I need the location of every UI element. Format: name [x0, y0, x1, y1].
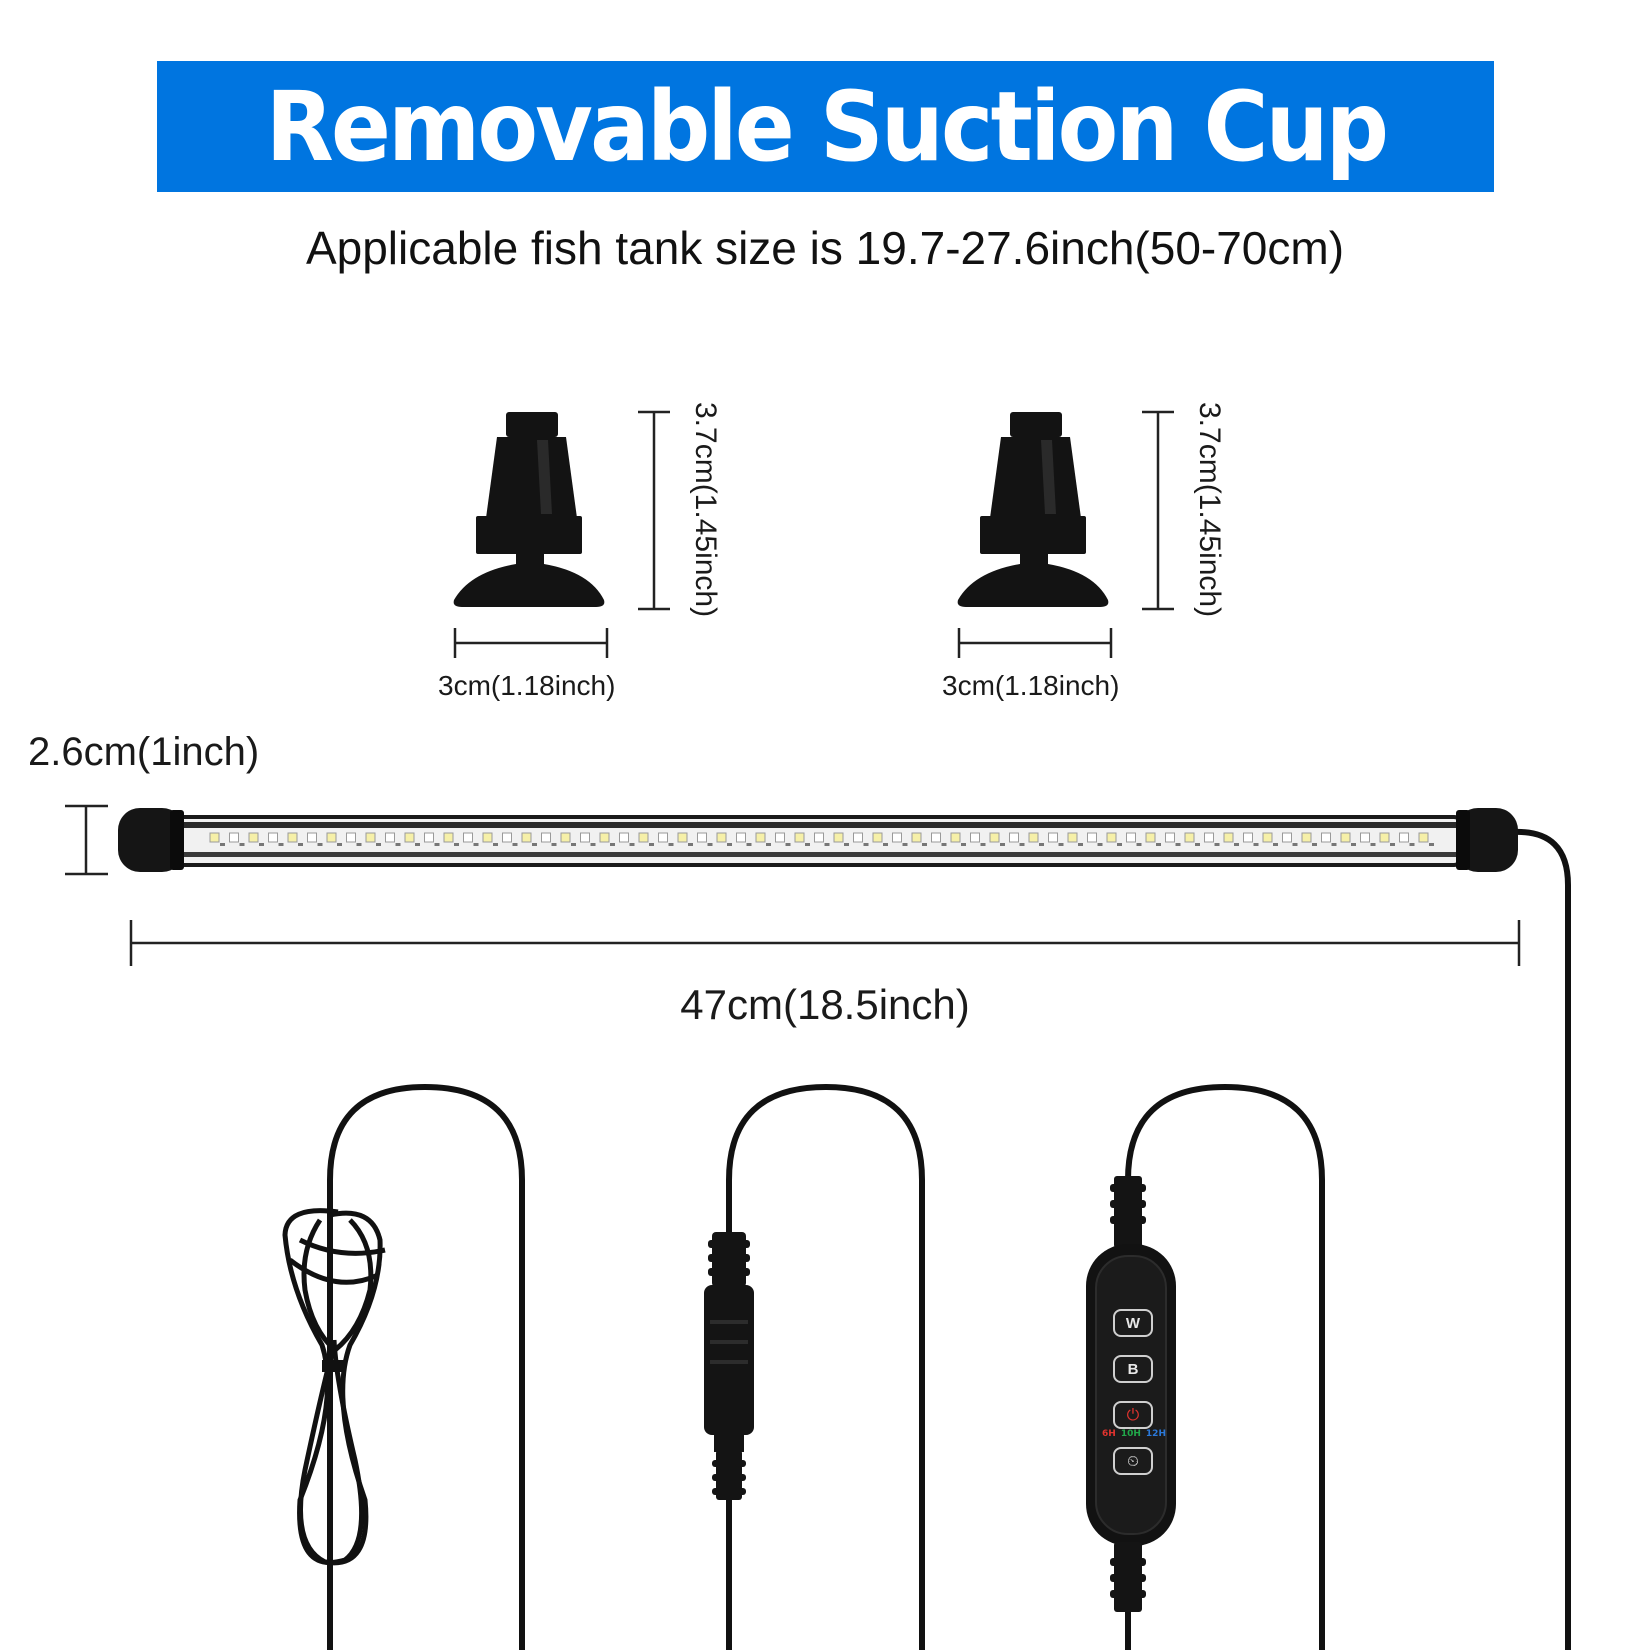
bar-length-label: 47cm(18.5inch): [680, 981, 970, 1028]
cup-2-height-label: 3.7cm(1.45inch): [1193, 402, 1226, 618]
cable-tie: [322, 1360, 346, 1372]
led-resistor: [1039, 843, 1044, 846]
cup-1-height-label: 3.7cm(1.45inch): [689, 402, 722, 618]
led-resistor: [591, 843, 596, 846]
led-resistor: [1234, 843, 1239, 846]
led-chip: [386, 833, 395, 842]
led-resistor: [1117, 843, 1122, 846]
led-resistor: [708, 843, 713, 846]
led-chip: [1341, 833, 1350, 842]
led-resistor: [961, 843, 966, 846]
led-chip: [542, 833, 551, 842]
led-chip: [678, 833, 687, 842]
led-chip: [815, 833, 824, 842]
coiled-cable: [285, 1211, 385, 1563]
led-chip: [1224, 833, 1233, 842]
led-resistor: [1273, 843, 1278, 846]
led-chip: [405, 833, 414, 842]
led-resistor: [454, 843, 459, 846]
led-chip: [932, 833, 941, 842]
led-chip: [834, 833, 843, 842]
led-resistor: [1000, 843, 1005, 846]
led-chip: [1283, 833, 1292, 842]
led-resistor: [922, 843, 927, 846]
led-chip: [795, 833, 804, 842]
led-chip: [269, 833, 278, 842]
led-resistor: [474, 843, 479, 846]
suction-cup-2: [958, 412, 1109, 607]
led-chip: [1127, 833, 1136, 842]
led-chip: [1029, 833, 1038, 842]
led-chip: [561, 833, 570, 842]
led-resistor: [1078, 843, 1083, 846]
led-resistor: [1098, 843, 1103, 846]
led-resistor: [805, 843, 810, 846]
controller-timer-button[interactable]: ⏲: [1113, 1447, 1153, 1475]
led-resistor: [981, 843, 986, 846]
timer-option-10h: 10H: [1120, 1429, 1141, 1439]
led-chip: [1302, 833, 1311, 842]
led-light-bar: [118, 808, 1518, 872]
led-chip: [1010, 833, 1019, 842]
led-resistor: [337, 843, 342, 846]
led-chip: [1166, 833, 1175, 842]
bar-diameter-marker: [65, 806, 108, 874]
led-resistor: [727, 843, 732, 846]
led-resistor: [298, 843, 303, 846]
led-resistor: [610, 843, 615, 846]
led-chip: [230, 833, 239, 842]
led-chip: [288, 833, 297, 842]
led-resistor: [649, 843, 654, 846]
bar-length-marker: [131, 920, 1519, 966]
led-chip: [425, 833, 434, 842]
led-resistor: [571, 843, 576, 846]
led-chip: [854, 833, 863, 842]
led-chip: [873, 833, 882, 842]
led-chip: [210, 833, 219, 842]
controller-button-b[interactable]: B: [1113, 1355, 1153, 1383]
dc-connector: [704, 1232, 754, 1500]
led-resistor: [1137, 843, 1142, 846]
led-chip: [1068, 833, 1077, 842]
led-resistor: [1293, 843, 1298, 846]
led-resistor: [669, 843, 674, 846]
led-chip: [1205, 833, 1214, 842]
led-resistor: [903, 843, 908, 846]
led-chip: [971, 833, 980, 842]
led-chip: [620, 833, 629, 842]
led-resistor: [552, 843, 557, 846]
led-chip: [1049, 833, 1058, 842]
bar-diameter-label: 2.6cm(1inch): [28, 730, 260, 774]
timer-option-12h: 12H: [1145, 1429, 1166, 1439]
led-chip: [737, 833, 746, 842]
led-chip: [639, 833, 648, 842]
led-resistor: [318, 843, 323, 846]
led-chip: [698, 833, 707, 842]
controller-power-button[interactable]: ⏻: [1113, 1401, 1153, 1429]
led-resistor: [279, 843, 284, 846]
led-chip: [1400, 833, 1409, 842]
timer-option-6h: 6H: [1102, 1429, 1116, 1439]
led-resistor: [1429, 843, 1434, 846]
led-resistor: [1410, 843, 1415, 846]
led-chip: [1146, 833, 1155, 842]
led-resistor: [1176, 843, 1181, 846]
led-resistor: [1195, 843, 1200, 846]
led-chip: [717, 833, 726, 842]
led-resistor: [435, 843, 440, 846]
led-chip: [1322, 833, 1331, 842]
led-chip: [366, 833, 375, 842]
led-chip: [1088, 833, 1097, 842]
led-resistor: [1156, 843, 1161, 846]
led-resistor: [513, 843, 518, 846]
led-resistor: [883, 843, 888, 846]
led-resistor: [1020, 843, 1025, 846]
led-resistor: [786, 843, 791, 846]
controller-timer-options: [1102, 1429, 1166, 1439]
led-resistor: [688, 843, 693, 846]
led-resistor: [825, 843, 830, 846]
led-resistor: [1332, 843, 1337, 846]
led-chip: [1185, 833, 1194, 842]
led-resistor: [630, 843, 635, 846]
suction-cup-1: [454, 412, 605, 607]
led-resistor: [747, 843, 752, 846]
led-chip: [1107, 833, 1116, 842]
led-chip: [347, 833, 356, 842]
led-chip: [503, 833, 512, 842]
cup-2-width-label: 3cm(1.18inch): [942, 670, 1120, 701]
led-chip: [1419, 833, 1428, 842]
led-chip: [1244, 833, 1253, 842]
led-chip: [249, 833, 258, 842]
banner-title: Removable Suction Cup: [265, 70, 1386, 183]
led-resistor: [376, 843, 381, 846]
led-resistor: [766, 843, 771, 846]
led-chip: [951, 833, 960, 842]
led-chip: [912, 833, 921, 842]
led-resistor: [220, 843, 225, 846]
led-chip: [522, 833, 531, 842]
led-resistor: [1351, 843, 1356, 846]
led-chip: [327, 833, 336, 842]
led-resistor: [1254, 843, 1259, 846]
led-chip: [990, 833, 999, 842]
led-chip: [776, 833, 785, 842]
led-chip: [581, 833, 590, 842]
led-chip: [1380, 833, 1389, 842]
led-resistor: [357, 843, 362, 846]
led-chip: [464, 833, 473, 842]
led-resistor: [415, 843, 420, 846]
bar-power-cable: [1514, 832, 1568, 1650]
led-chip: [600, 833, 609, 842]
led-chip: [1361, 833, 1370, 842]
led-chip: [1263, 833, 1272, 842]
led-resistor: [532, 843, 537, 846]
led-resistor: [240, 843, 245, 846]
led-chip: [308, 833, 317, 842]
led-resistor: [942, 843, 947, 846]
led-resistor: [1215, 843, 1220, 846]
led-resistor: [1312, 843, 1317, 846]
cup-1-width-label: 3cm(1.18inch): [438, 670, 616, 701]
led-chip: [444, 833, 453, 842]
led-chip: [893, 833, 902, 842]
led-resistor: [844, 843, 849, 846]
led-resistor: [864, 843, 869, 846]
led-resistor: [1059, 843, 1064, 846]
led-chip: [659, 833, 668, 842]
subtitle: Applicable fish tank size is 19.7-27.6inch(50-70cm): [305, 222, 1345, 274]
led-resistor: [259, 843, 264, 846]
led-resistor: [1390, 843, 1395, 846]
led-resistor: [1371, 843, 1376, 846]
led-resistor: [396, 843, 401, 846]
timer-controller: [1086, 1176, 1176, 1612]
controller-button-w[interactable]: W: [1113, 1309, 1153, 1337]
led-chip: [756, 833, 765, 842]
led-chip: [483, 833, 492, 842]
led-resistor: [493, 843, 498, 846]
